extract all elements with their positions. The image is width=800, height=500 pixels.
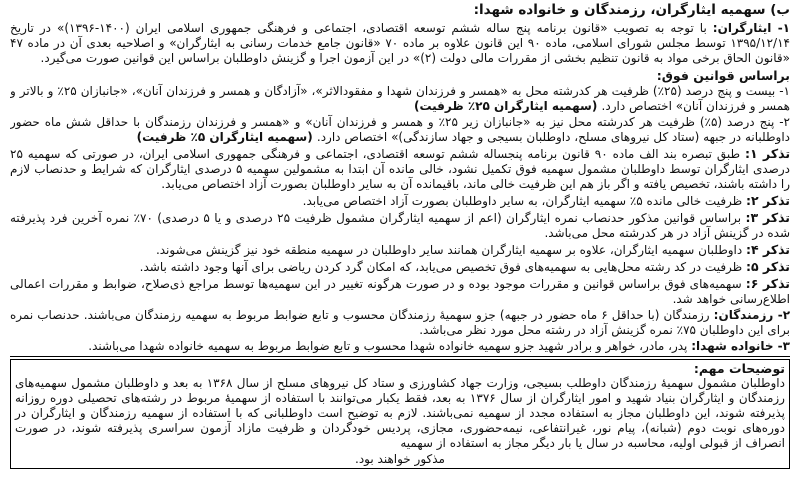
note-5	[10, 259, 790, 275]
martyr-family-label: ۳- خانواده شهدا:	[691, 339, 790, 353]
section-divider	[10, 356, 790, 357]
note-1	[10, 146, 790, 192]
veterans-label: ۱- ایثارگران:	[712, 21, 790, 35]
laws-heading: براساس قوانین فوق:	[656, 68, 790, 83]
veterans-paragraph	[10, 21, 790, 66]
combatants-label: ۲- رزمندگان:	[713, 308, 790, 322]
note-text: ظرفیت خالی مانده ۵٪ سهمیه ایثارگران، به سایر داوطلبان بصورت آزاد اختصاص می‌یابد.	[302, 194, 747, 208]
law-item-25-text: ۱- بیست و پنج درصد (۲۵٪) ظرفیت هر کدرشته محل به «همسر و فرزندان شهدا و مفقودالاثر»، «آزادگان و همسر و فرزندان آنان»، «جانبازان ۲۵٪ و بالاتر و همسر و فرزندان آنان» اختصاص دارد.	[10, 84, 790, 113]
martyr-family-text: پدر، مادر، خواهر و برادر شهید جزو سهمیه خانواده شهدا محسوب و تابع ضوابط مربوط به سهمیه خانواده شهدا می‌باشند.	[88, 339, 692, 353]
important-notes-title: توضیحات مهم:	[693, 361, 785, 376]
note-text: داوطلبان سهمیه ایثارگران، علاوه بر سهمیه ایثارگران همانند سایر داوطلبان در سهمیه منطقه خود نیز گزینش می‌شوند.	[155, 243, 747, 257]
important-notes-text: داوطلبان مشمول سهمیهٔ رزمندگان داوطلب بسیجی، وزارت جهاد کشاورزی و ستاد کل نیروهای مسلح از سال ۱۳۶۸ به بعد و داوطلبان مشمول سهمیه‌های رزمندگان و ایثارگران بنیاد شهید و امور ایثارگران از سال ۱۳۷۶ به بعد، فقط یکبار می‌توانند با استفاده از سهمیهٔ مربوط در رشته‌های تحصیلی دوره روزانه پذیرفته شوند، این داوطلبان مجاز به استفاده مجدد از سهمیه نمی‌باشند. لازم به توضیح است داوطلبانی که با استفاده از سهمیه رزمندگان و ایثارگران در دوره‌های نوبت دوم (شبانه)، پیام نور، غیرانتفاعی، نیمه‌حضوری، مجازی، پردیس خودگردان و ظرفیت مازاد آزمون سراسری پذیرفته شوند، در صورت انصراف از قبولی اولیه، محاسبه در سال یا بار دیگر مجاز به استفاده از سهمیه	[15, 376, 785, 450]
note-text: طبق تبصره بند الف ماده ۹۰ قانون برنامه پنجساله ششم توسعه اقتصادی، اجتماعی و فرهنگی جمهوری اسلامی ایران، در صورتی که سهمیه ۲۵ درصدی ایثارگران توسط داوطلبان مشمول سهمیه فوق تکمیل نشود، خالی مانده آن ابتدا به مشمولین سهمیه ۵ درصدی ایثارگران که شرایط و حدنصاب لازم را داشته باشند، تخصیص یافته و اگر باز هم این ظرفیت خالی ماند، باقیمانده آن به سایر داوطلبان بصورت آزاد اختصاص می‌یابد.	[10, 147, 790, 191]
law-item-5-text: ۲- پنج درصد (۵٪) ظرفیت هر کدرشته محل نیز به «جانبازان زیر ۲۵٪ و همسر و فرزندان آنان» و «همسر و فرزندان رزمندگان با حداقل شش ماه حضور داوطلبانه در جبهه (ستاد کل نیروهای مسلح، داوطلبان بسیجی و جهاد سازندگی)» اختصاص دارد.	[10, 115, 790, 144]
note-label: تذکر ۶:	[745, 276, 790, 291]
note-6	[10, 276, 790, 307]
law-item-5-quota: (سهمیه ایثارگران ۵٪ ظرفیت)	[136, 130, 317, 144]
note-2	[10, 193, 790, 209]
note-3	[10, 210, 790, 241]
note-label: تذکر ۲:	[746, 193, 790, 208]
page	[10, 0, 790, 500]
note-label: تذکر ۱:	[744, 146, 790, 161]
combatants-paragraph	[10, 308, 790, 338]
note-4	[10, 242, 790, 258]
note-text: براساس قوانین مذکور حدنصاب نمره ایثارگران (اعم از سهمیه ایثارگران مشمول ظرفیت ۲۵ درصدی و یا ۵ درصدی) ۷۰٪ نمره آخرین فرد پذیرفته شده در گزینش آزاد در هر کدرشته محل می‌باشد.	[10, 211, 790, 240]
combatants-text: رزمندگان (با حداقل ۶ ماه حضور در جبهه) جزو سهمیهٔ رزمندگان محسوب و تابع ضوابط مربوط به سهمیه رزمندگان می‌باشند. حدنصاب نمره برای این داوطلبان ۷۵٪ نمره گزینش آزاد در رشته محل مورد نظر می‌باشد.	[10, 308, 790, 337]
note-text: سهمیه‌های فوق براساس قوانین و مقررات موجود بوده و در صورت هرگونه تغییر در این سهمیه‌ها توسط مراجع ذی‌صلاح، ضوابط و مقررات اعمالی اطلاع‌رسانی خواهد شد.	[10, 277, 790, 306]
important-notes-box	[10, 359, 790, 469]
law-item-25-quota: (سهمیه ایثارگران ۲۵٪ ظرفیت)	[413, 99, 602, 113]
important-notes-tail: مذکور خواهند بود.	[355, 452, 445, 466]
section-title: ب) سهمیه ایثارگران، رزمندگان و خانواده شهدا:	[473, 2, 790, 18]
note-label: تذکر ۴:	[746, 242, 790, 257]
note-label: تذکر ۳:	[745, 210, 790, 225]
veterans-text: با توجه به تصویب «قانون برنامه پنج ساله ششم توسعه اقتصادی، اجتماعی و فرهنگی جمهوری اسلامی ایران (۱۴۰۰-۱۳۹۶)» در تاریخ ۱۳۹۵/۱۲/۱۴ توسط مجلس شورای اسلامی، ماده ۹۰ این قانون علاوه بر ماده ۷۰ «قانون جامع خدمات رسانی به ایثارگران» و اصلاحیه بعدی آن در ماده ۴۷ «قانون الحاق برخی مواد به قانون تنظیم بخشی از مقررات مالی دولت (۲)» در این آزمون اجرا و گزینش داوطلبان براساس این قوانین صورت می‌گیرد.	[10, 21, 790, 65]
martyr-family-paragraph	[10, 339, 790, 354]
law-item-5	[10, 115, 790, 145]
note-label: تذکر ۵:	[746, 259, 790, 274]
law-item-25	[10, 84, 790, 114]
quota-section	[10, 2, 790, 354]
note-text: ظرفیت در کد رشته محل‌هایی به سهمیه‌های فوق تخصیص می‌یابد، که امکان گرد کردن ریاضی برای آنها وجود داشته باشد.	[139, 260, 747, 274]
